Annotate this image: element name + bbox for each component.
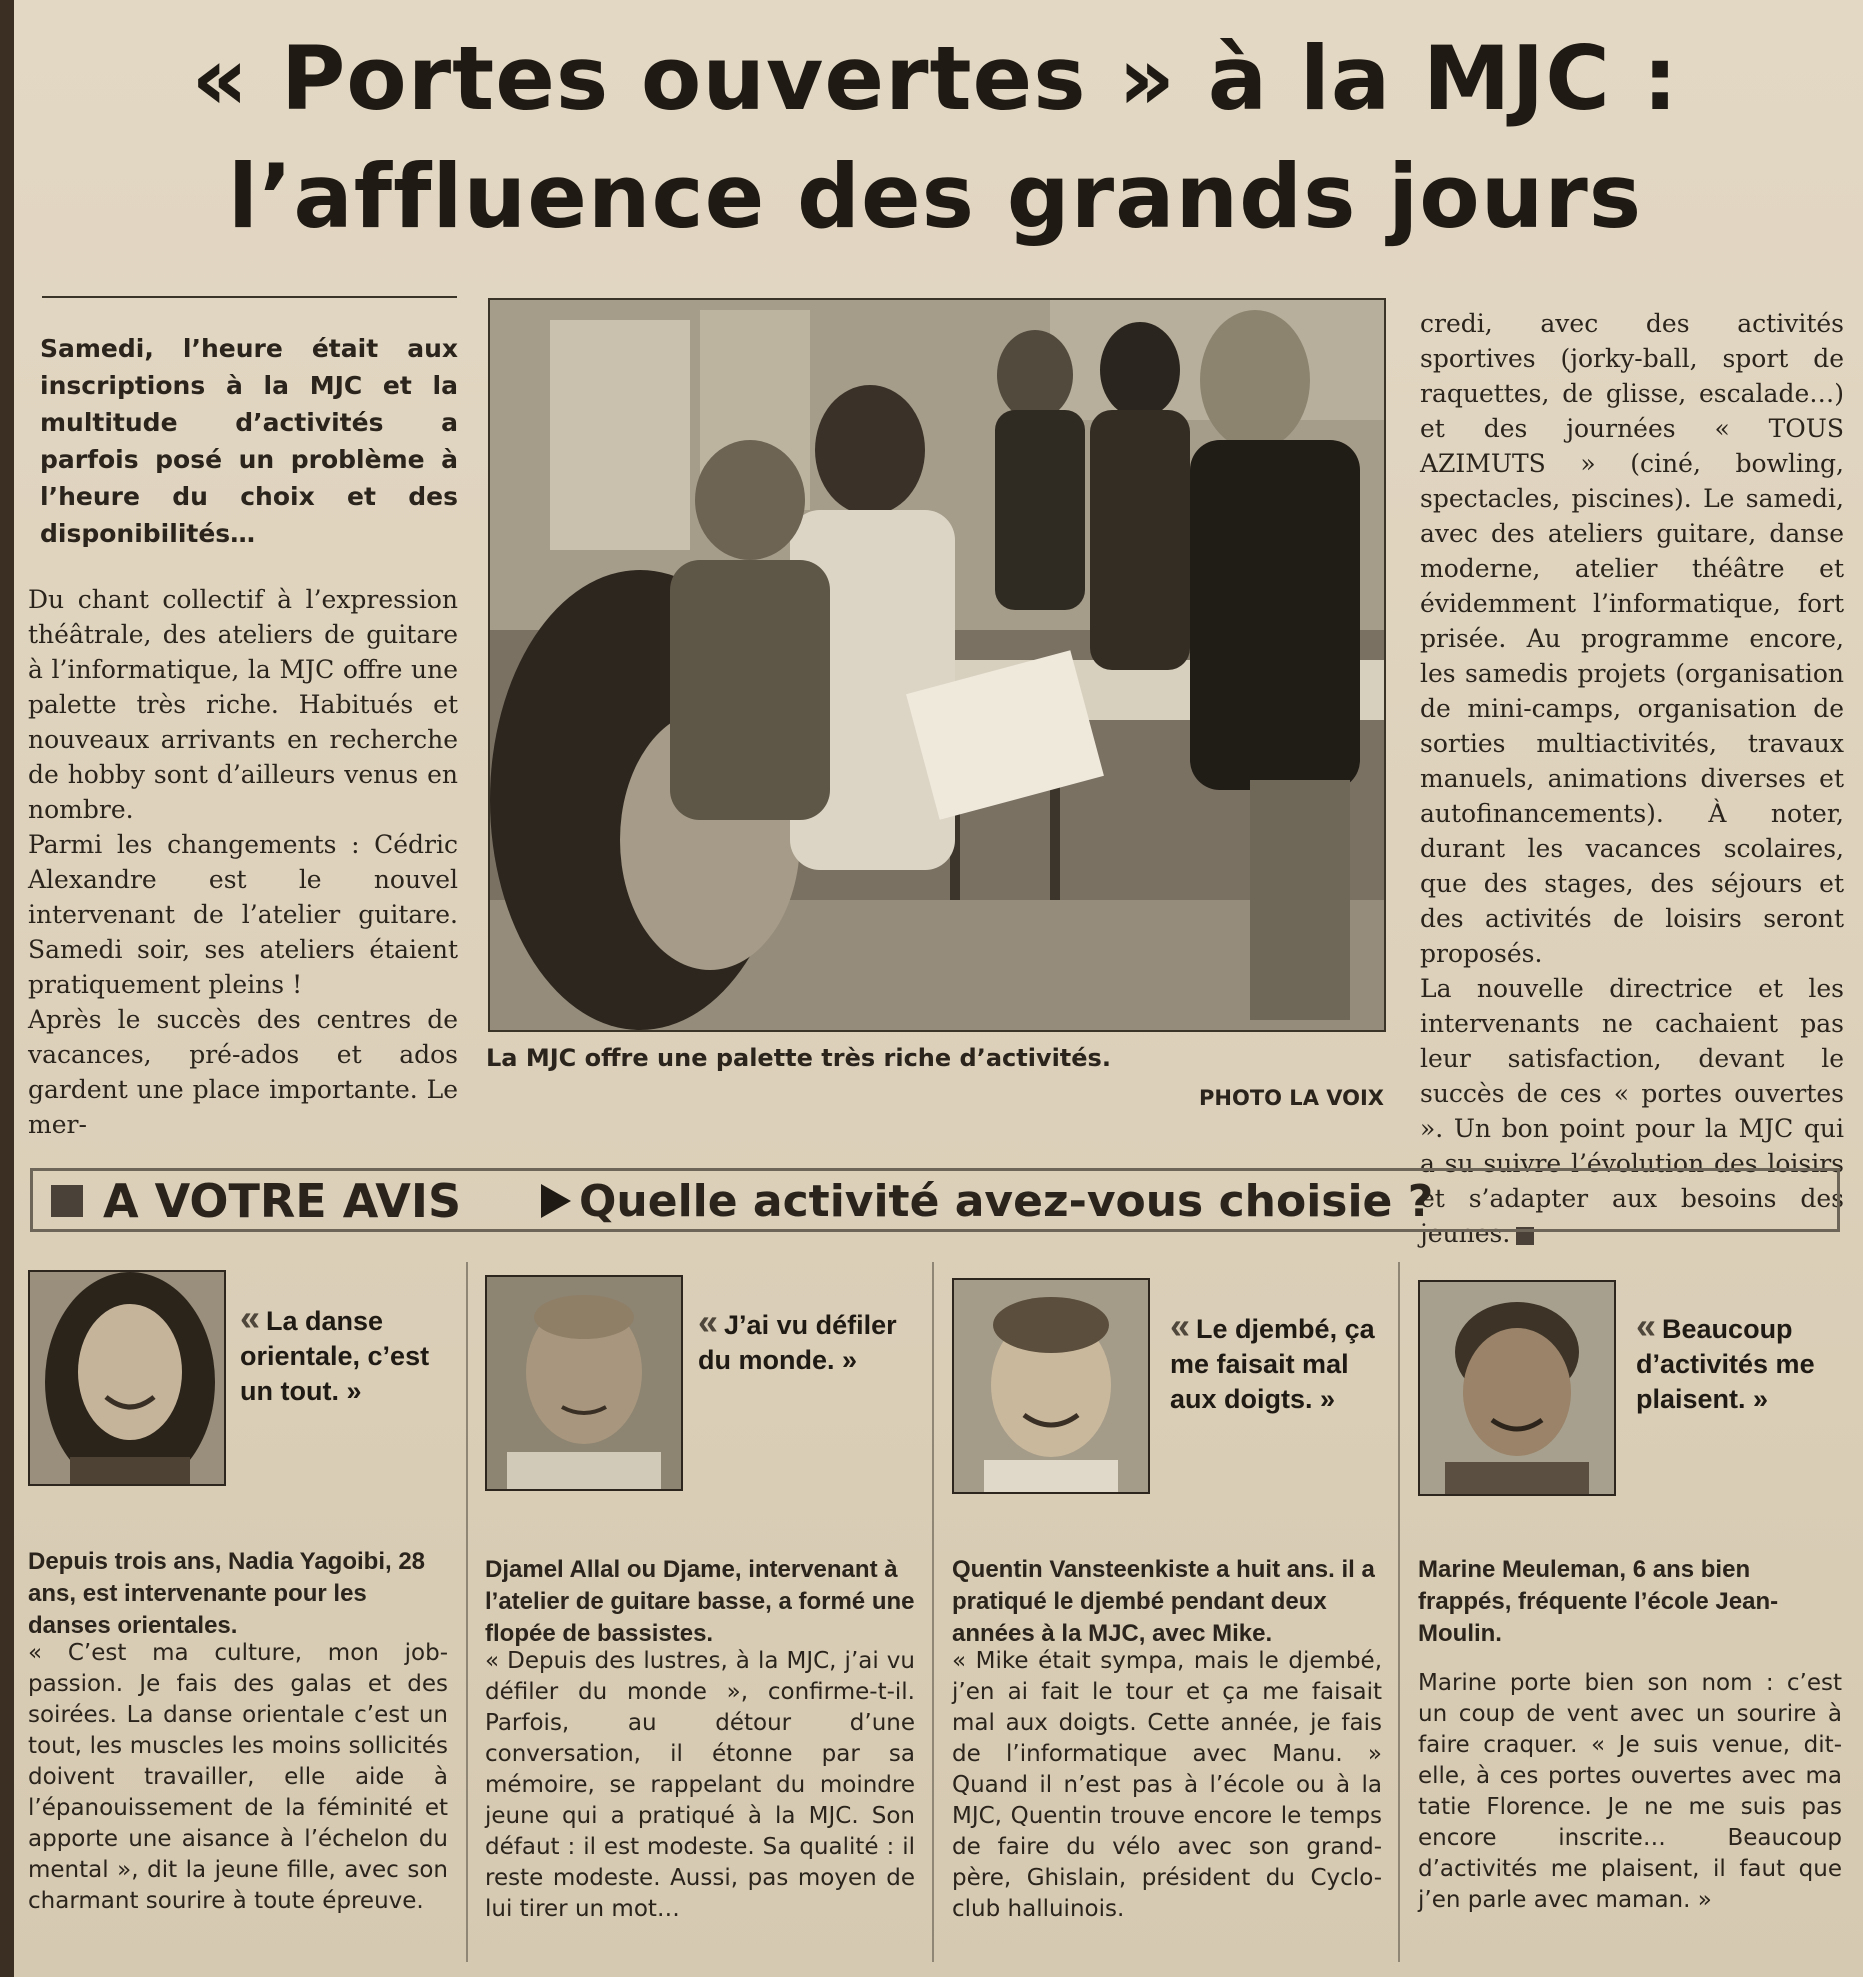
headline: [40, 20, 1830, 256]
left-paragraph-2: Parmi les changements : Cédric Alexandre est le nouvel intervenant de l’atelier guitare. Samedi soir, ses ateliers étaient pratiquement pleins !: [28, 830, 458, 999]
portrait-quentin: [952, 1278, 1150, 1494]
quote-quentin: « Le djembé, ça me faisait mal aux doigts. »: [1170, 1305, 1375, 1414]
column-divider: [932, 1262, 934, 1962]
main-photo: [488, 298, 1386, 1032]
person-text-nadia: « C’est ma culture, mon job-passion. Je fais des galas et des soirées. La danse orientale c’est un tout, les muscles les moins sollicités doivent travailler, elle aide à l’épanouissement de la féminité et apporte une aisance à l’échelon du mental », dit la jeune fille, avec son charmant sourire à toute épreuve.: [28, 1640, 448, 1914]
person-name-djamel: Djamel Allal ou Djame, intervenant à l’atelier de guitare basse, a formé une flopée de bassistes.: [485, 1556, 915, 1647]
headline-line-1: « Portes ouvertes » à la MJC :: [191, 27, 1679, 130]
person-text-djamel: « Depuis des lustres, à la MJC, j’ai vu défiler du monde », confirme-t-il. Parfois, au détour d’une conversation, il étonne par sa mémoire, se rappelant du moindre jeune qui a pratiqué à la MJC. Son défaut : il est modeste. Sa qualité : il reste modeste. Aussi, pas moyen de lui tirer un mot…: [485, 1648, 915, 1922]
portrait-marine: [1418, 1280, 1616, 1496]
person-name-quentin: Quentin Vansteenkiste a huit ans. il a pratiqué le djembé pendant deux années à la MJC, avec Mike.: [952, 1556, 1375, 1647]
quote-mark-icon: «: [1636, 1305, 1657, 1346]
quote-marine: « Beaucoup d’activités me plaisent. »: [1636, 1305, 1815, 1414]
avis-banner: [30, 1168, 1840, 1232]
page-edge: [0, 0, 14, 1977]
person-name-nadia: Depuis trois ans, Nadia Yagoibi, 28 ans, est intervenante pour les danses orientales.: [28, 1548, 426, 1639]
quote-djamel: « J’ai vu défiler du monde. »: [698, 1301, 897, 1375]
photo-illustration: [490, 300, 1384, 1030]
article-lead: Samedi, l’heure était aux inscriptions à la MJC et la multitude d’activités a parfois posé un problème à l’heure du choix et des disponibilités…: [40, 334, 458, 548]
square-bullet-icon: [51, 1185, 83, 1217]
avis-title: A VOTRE AVIS: [103, 1174, 462, 1228]
left-paragraph-1: Du chant collectif à l’expression théâtrale, des ateliers de guitare à l’informatique, la MJC offre une palette très riche. Habitués et nouveaux arrivants en recherche de hobby sont d’ailleurs venus en nombre.: [28, 585, 458, 824]
quote-mark-icon: «: [698, 1301, 719, 1342]
column-rule: [42, 296, 457, 298]
arrow-right-icon: [541, 1184, 571, 1218]
headline-line-2: l’affluence des grands jours: [227, 145, 1643, 248]
person-name-marine: Marine Meuleman, 6 ans bien frappés, fréquente l’école Jean-Moulin.: [1418, 1556, 1779, 1647]
portrait-nadia: [28, 1270, 226, 1486]
column-divider: [1398, 1262, 1400, 1962]
left-column: [28, 582, 458, 1142]
photo-credit: PHOTO LA VOIX: [1199, 1086, 1384, 1110]
right-paragraph-2-text: La nouvelle directrice et les intervenants ne cachaient pas leur satisfaction, devant le succès de ces « portes ouvertes ». Un bon point pour la MJC qui a su suivre l’évolution des loisirs et s’adapter aux besoins des jeunes.: [1420, 974, 1844, 1248]
avis-question: Quelle activité avez-vous choisie ?: [579, 1176, 1434, 1227]
right-paragraph-1: credi, avec des activités sportives (jorky-ball, sport de raquettes, de glisse, escalade…) et des journées « TOUS AZIMUTS » (ciné, bowling, spectacles, piscines). Le samedi, avec des ateliers guitare, danse moderne, atelier théâtre et évidemment l’informatique, fort prisée. Au programme encore, les samedis projets (organisation de mini-camps, organisation de sorties multiactivités, travaux manuels, animations diverses et autofinancements). À noter, durant les vacances scolaires, que des stages, des séjours et des activités de loisirs seront proposés.: [1420, 309, 1844, 968]
person-text-marine: Marine porte bien son nom : c’est un coup de vent avec un sourire à faire craquer. « Je suis venue, dit-elle, à ces portes ouvertes avec ma tatie Florence. Je ne me suis pas encore inscrite… Beaucoup d’activités me plaisent, il faut que j’en parle avec maman. »: [1418, 1670, 1842, 1913]
portrait-illustration: [1420, 1282, 1614, 1494]
portrait-illustration: [487, 1277, 681, 1489]
quote-nadia: « La danse orientale, c’est un tout. »: [240, 1297, 430, 1406]
portrait-djamel: [485, 1275, 683, 1491]
quote-mark-icon: «: [1170, 1305, 1191, 1346]
left-paragraph-3: Après le succès des centres de vacances, pré-ados et ados gardent une place importante. Le mer-: [28, 1005, 458, 1139]
portrait-illustration: [30, 1272, 224, 1484]
quote-mark-icon: «: [240, 1297, 261, 1338]
column-divider: [466, 1262, 468, 1962]
photo-caption: La MJC offre une palette très riche d’activités.: [486, 1044, 1111, 1072]
person-text-quentin: « Mike était sympa, mais le djembé, j’en ai fait le tour et ça me faisait mal aux doigts. Cette année, je fais de l’informatique avec Manu. » Quand il n’est pas à l’école ou à la MJC, Quentin trouve encore le temps de faire du vélo avec son grand-père, Ghislain, président du Cyclo-club halluinois.: [952, 1648, 1382, 1922]
right-column: [1420, 306, 1844, 1251]
portrait-illustration: [954, 1280, 1148, 1492]
